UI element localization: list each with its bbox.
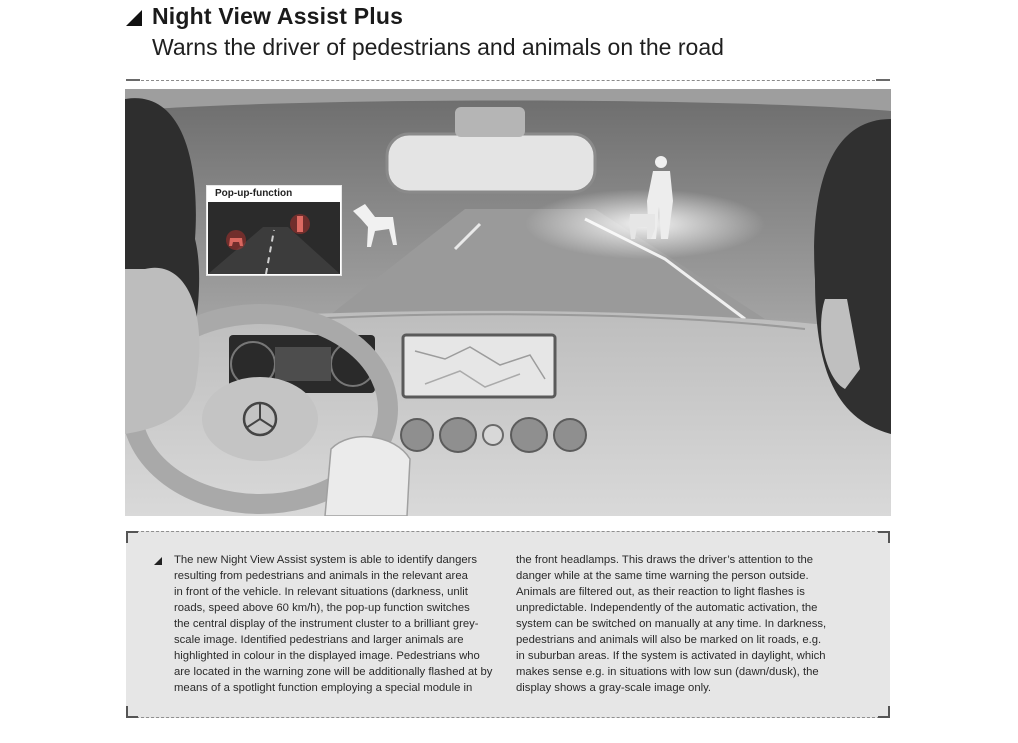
page-title: Night View Assist Plus [152, 3, 404, 29]
page-subtitle: Warns the driver of pedestrians and animals on the road [152, 34, 724, 60]
text-line: means of a spotlight function employing a special module in [174, 682, 473, 694]
text-line: roads, speed above 60 km/h), the pop-up function switches [174, 602, 470, 614]
text-line: unpredictable. Independently of the automatic activation, the [516, 602, 818, 614]
divider-cap-left [126, 79, 140, 81]
text-line: the central display of the instrument cluster to a brilliant grey- [174, 618, 479, 630]
corner-mark-top-left [126, 531, 138, 543]
corner-mark-bottom-right [878, 706, 890, 718]
text-line: display shows a gray-scale image only. [516, 682, 712, 694]
popup-function-label: Pop-up-function [215, 188, 293, 199]
text-line: Animals are filtered out, as their reaction to light flashes is [516, 586, 805, 598]
popup-function-inset [206, 185, 342, 276]
divider-cap-right [876, 79, 890, 81]
text-line: in suburban areas. If the system is activated in daylight, which [516, 650, 826, 662]
corner-mark-top-right [878, 531, 890, 543]
illustration-svg [125, 89, 891, 516]
text-line: in front of the vehicle. In relevant situations (darkness, unlit [174, 586, 468, 598]
text-line: makes sense e.g. in situations with low sun (dawn/dusk), the [516, 666, 819, 678]
title-triangle-icon [126, 10, 142, 26]
text-line: pedestrians and animals will also be marked on lit roads, e.g. [516, 634, 822, 646]
text-line: danger while at the same time warning the person outside. [516, 570, 809, 582]
text-line: system can be switched on manually at any time. In darkness, [516, 618, 827, 630]
top-divider [126, 80, 890, 81]
text-line: highlighted in colour in the displayed image. Pedestrians who [174, 650, 480, 662]
description-column-2 [516, 552, 846, 696]
description-column-1 [174, 552, 504, 696]
text-line: are located in the warning zone will be additionally flashed at by [174, 666, 493, 678]
corner-mark-bottom-left [126, 706, 138, 718]
bullet-triangle-icon [154, 557, 162, 565]
text-line: The new Night View Assist system is able to identify dangers [174, 554, 478, 566]
text-line: scale image. Identified pedestrians and larger animals are [174, 634, 464, 646]
night-view-thermal-image [208, 202, 340, 274]
text-line: resulting from pedestrians and animals in the relevant area [174, 570, 468, 582]
car-interior-illustration [125, 89, 891, 516]
text-line: the front headlamps. This draws the driver’s attention to the [516, 554, 814, 566]
